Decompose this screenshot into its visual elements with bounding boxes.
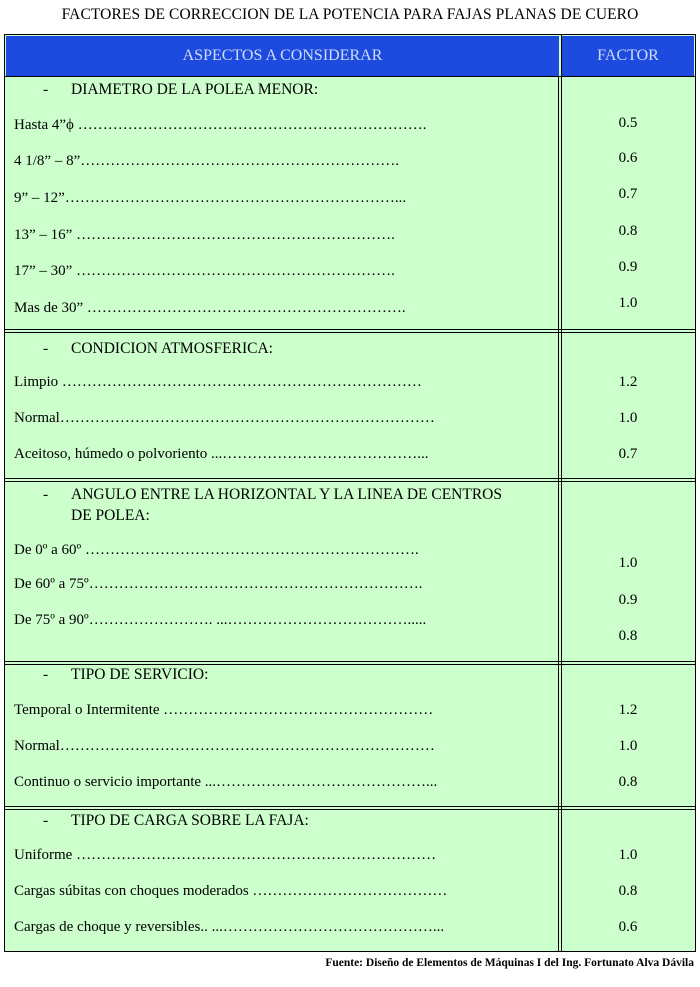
table-row-label: De 75º a 90º……………………. ...………………………………..... <box>14 612 427 628</box>
section-heading-text: ANGULO ENTRE LA HORIZONTAL Y LA LINEA DE CENTROS DE POLEA: <box>71 486 502 524</box>
table-row-label: Normal………………………………………………………………… <box>14 738 435 754</box>
table-row-label: Cargas súbitas con choques moderados ………………………………… <box>14 883 448 899</box>
table-row-value: 1.2 <box>618 702 638 718</box>
section-bullet: - <box>43 666 49 683</box>
section-heading-text: TIPO DE SERVICIO: <box>71 666 209 683</box>
section-heading <box>43 79 511 100</box>
section-heading <box>43 484 511 526</box>
section-bullet: - <box>43 340 49 357</box>
table-row-value: 1.0 <box>618 295 638 311</box>
table-row-label: 4 1/8” – 8”………………………………………………………. <box>14 153 399 169</box>
header-divider <box>5 76 695 77</box>
table-row-label: 9” – 12”…………………………………………………………... <box>14 190 407 206</box>
table-row-label: Normal………………………………………………………………… <box>14 410 435 426</box>
table-row-label: Cargas de choque y reversibles.. ...……………………………………... <box>14 919 445 935</box>
section-heading <box>43 664 511 685</box>
table-row-value: 0.7 <box>618 186 638 202</box>
table-row-label: Temporal o Intermitente ……………………………………………… <box>14 702 434 718</box>
factor-column-header: FACTOR <box>562 36 694 76</box>
table-row-value: 0.8 <box>618 883 638 899</box>
table-row-label: Continuo o servicio importante ...……………………………………... <box>14 774 438 790</box>
section-divider <box>5 478 695 482</box>
table-row-value: 0.8 <box>618 223 638 239</box>
table-row-label: 13” – 16” ………………………………………………………. <box>14 227 395 243</box>
section-heading <box>43 338 511 359</box>
table-row-label: De 60º a 75º…………………………………………………………. <box>14 576 423 592</box>
table-row-label: Mas de 30” ………………………………………………………. <box>14 300 406 316</box>
section-heading-text: TIPO DE CARGA SOBRE LA FAJA: <box>71 812 309 829</box>
table-row-label: De 0º a 60º …………………………………………………………. <box>14 542 419 558</box>
table-row-value: 0.6 <box>618 919 638 935</box>
table-row-value: 1.0 <box>618 738 638 754</box>
table-row-value: 1.2 <box>618 374 638 390</box>
table-row-label: Limpio ……………………………………………………………… <box>14 374 422 390</box>
source-citation: Fuente: Diseño de Elementos de Máquinas I del Ing. Fortunato Alva Dávila <box>325 957 694 969</box>
table-row-label: Hasta 4”ϕ ……………………………………………………………. <box>14 117 427 133</box>
section-bullet: - <box>43 812 49 829</box>
section-heading-text: DIAMETRO DE LA POLEA MENOR: <box>71 81 319 98</box>
table-row-value: 0.9 <box>618 259 638 275</box>
table-row-value: 0.6 <box>618 150 638 166</box>
table-row-label: Aceitoso, húmedo o polvoriento ...…………………………………... <box>14 446 429 462</box>
table-row-value: 0.9 <box>618 592 638 608</box>
table-row-value: 1.0 <box>618 847 638 863</box>
section-heading-text: CONDICION ATMOSFERICA: <box>71 340 273 357</box>
table-row-value: 0.8 <box>618 628 638 644</box>
section-heading <box>43 810 511 831</box>
table-row-value: 0.5 <box>618 115 638 131</box>
document-title: FACTORES DE CORRECCION DE LA POTENCIA PARA FAJAS PLANAS DE CUERO <box>61 6 639 23</box>
table-row-value: 0.7 <box>618 446 638 462</box>
table-row-label: 17” – 30” ………………………………………………………. <box>14 263 395 279</box>
table-row-value: 1.0 <box>618 410 638 426</box>
table-row-value: 1.0 <box>618 555 638 571</box>
section-bullet: - <box>43 486 49 503</box>
section-divider <box>5 329 695 333</box>
section-bullet: - <box>43 81 49 98</box>
column-divider <box>561 35 562 951</box>
column-divider <box>558 77 559 951</box>
table-row-label: Uniforme ……………………………………………………………… <box>14 847 437 863</box>
table-row-value: 0.8 <box>618 774 638 790</box>
aspects-column-header: ASPECTOS A CONSIDERAR <box>6 36 559 76</box>
correction-factors-table <box>4 34 696 952</box>
